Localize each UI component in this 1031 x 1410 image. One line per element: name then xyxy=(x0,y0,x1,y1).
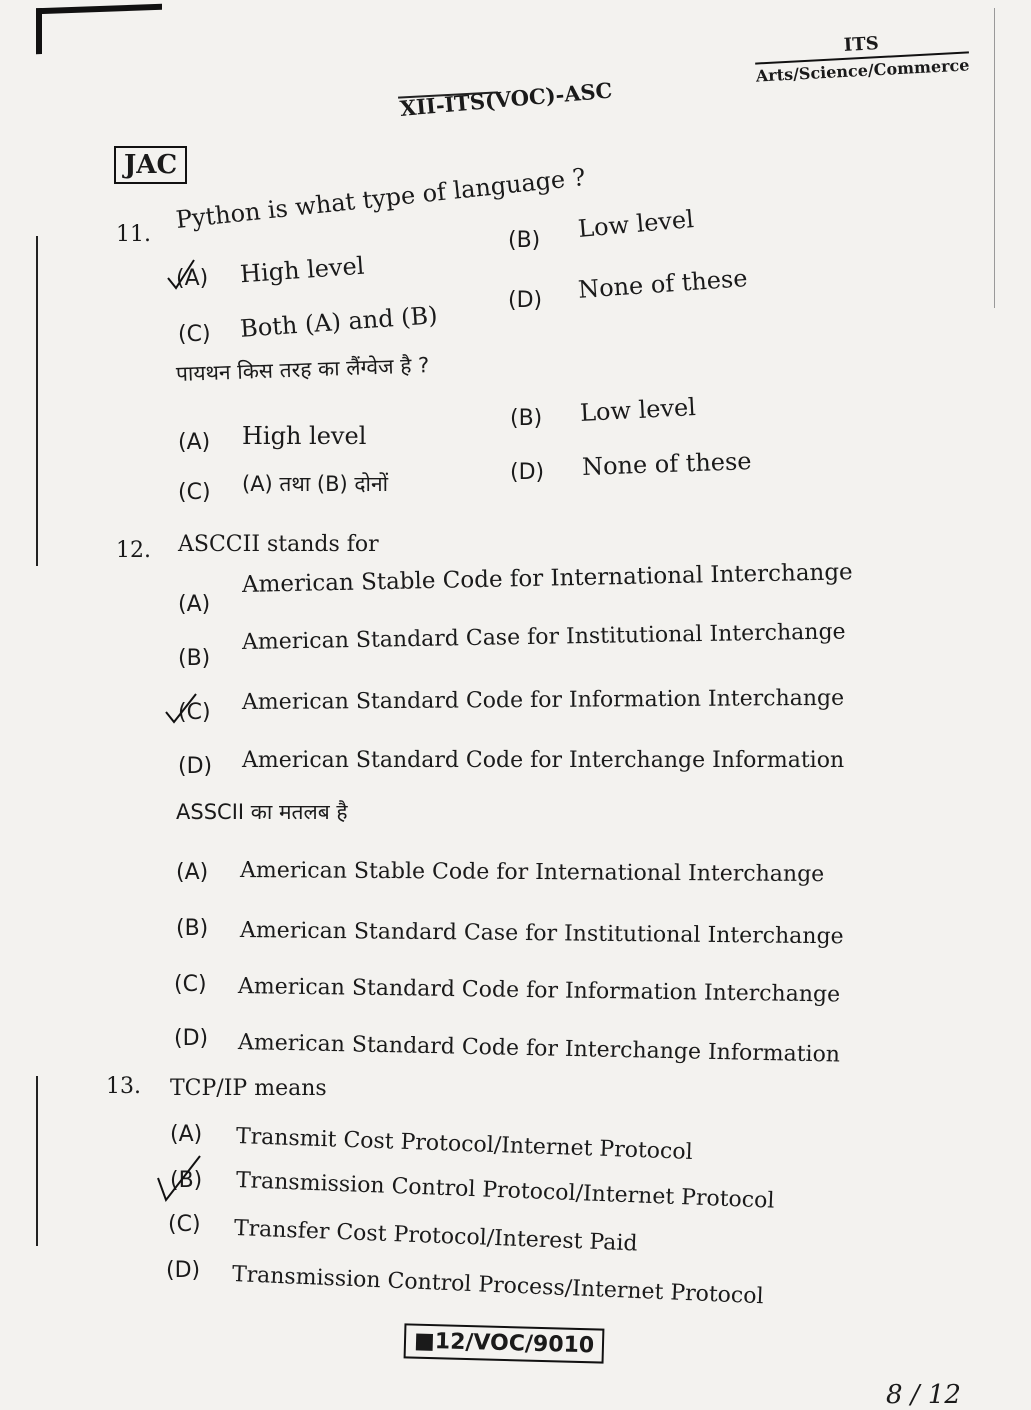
q11-hi-option-d-label: (D) xyxy=(510,460,545,485)
q12-en-option-a-text: American Stable Code for International Interchange xyxy=(241,559,853,598)
stream-label: Arts/Science/Commerce xyxy=(755,55,971,86)
jac-badge: JAC xyxy=(114,146,187,184)
q12-en-option-b-label: (B) xyxy=(178,646,211,671)
q11-en-option-a-label: (A) xyxy=(176,266,209,291)
q12-hi-option-a-text: American Stable Code for International Interchange xyxy=(239,858,825,888)
q13-en-option-a-label: (A) xyxy=(170,1122,203,1147)
answer-tick-icon xyxy=(162,690,212,730)
q12-hi-option-d-text: American Standard Code for Interchange Information xyxy=(237,1030,841,1068)
q13-en-option-b-label: (B) xyxy=(170,1168,203,1193)
q12-hi-option-c-text: American Standard Code for Information Interchange xyxy=(237,974,841,1008)
q11-hi-option-c-label: (C) xyxy=(178,480,211,505)
q11-hi-option-a-label: (A) xyxy=(178,430,211,455)
margin-line xyxy=(36,1076,38,1246)
q11-en-option-d-label: (D) xyxy=(508,288,543,313)
q11-hi-option-d-text: None of these xyxy=(581,447,752,481)
q12-hi-option-d-label: (D) xyxy=(174,1026,209,1051)
q12-en-option-c-label: (C) xyxy=(178,700,211,725)
q11-en-option-b-text: Low level xyxy=(577,205,695,243)
margin-line-right xyxy=(994,8,995,308)
footer-code: ■12/VOC/9010 xyxy=(404,1323,605,1363)
its-label: ITS xyxy=(843,33,880,56)
q12-en-option-c-text: American Standard Code for Information Interchange xyxy=(241,685,845,715)
q13-question-en: TCP/IP means xyxy=(170,1076,327,1101)
q11-hi-option-c-text: (A) तथा (B) दोनों xyxy=(242,472,389,496)
q12-question-hi: ASSCII का मतलब है xyxy=(176,800,348,824)
q12-hi-option-c-label: (C) xyxy=(174,972,207,997)
q11-en-option-c-label: (C) xyxy=(178,322,211,347)
answer-tick-icon xyxy=(150,1152,210,1208)
q13-en-option-a-text: Transmit Cost Protocol/Internet Protocol xyxy=(235,1124,694,1165)
q11-hi-option-b-label: (B) xyxy=(510,406,543,431)
answer-tick-icon xyxy=(164,256,214,296)
q12-en-option-a-label: (A) xyxy=(178,592,211,617)
q12-en-option-d-label: (D) xyxy=(178,754,213,779)
margin-line xyxy=(36,236,38,566)
q11-en-option-a-text: High level xyxy=(239,251,366,289)
q11-en-option-c-text: Both (A) and (B) xyxy=(239,301,439,343)
q13-en-option-d-text: Transmission Control Process/Internet Protocol xyxy=(231,1262,765,1310)
q11-hi-option-b-text: Low level xyxy=(579,392,697,428)
page-number: 8 / 12 xyxy=(886,1380,961,1410)
q11-question-hi: पायथन किस तरह का लैंग्वेज है ? xyxy=(175,353,430,386)
corner-mark xyxy=(36,4,162,54)
q12-hi-option-b-text: American Standard Case for Institutional Interchange xyxy=(239,918,844,950)
q12-question-en: ASCCII stands for xyxy=(178,532,379,557)
paper-code: XII-ITS(VOC)-ASC xyxy=(398,77,614,121)
q13-en-option-c-text: Transfer Cost Protocol/Interest Paid xyxy=(233,1216,638,1257)
q12-en-option-d-text: American Standard Code for Interchange Information xyxy=(242,748,845,773)
q11-en-option-b-label: (B) xyxy=(508,228,541,253)
q12-number: 12. xyxy=(116,538,151,563)
q11-number: 11. xyxy=(116,222,151,247)
q13-number: 13. xyxy=(106,1074,141,1099)
q12-hi-option-a-label: (A) xyxy=(176,860,209,885)
q11-hi-option-a-text: High level xyxy=(242,422,367,450)
q12-en-option-b-text: American Standard Case for Institutional Interchange xyxy=(241,619,846,655)
q12-hi-option-b-label: (B) xyxy=(176,916,209,941)
q11-question-en: Python is what type of language ? xyxy=(174,163,587,234)
q13-en-option-c-label: (C) xyxy=(168,1212,201,1237)
q11-en-option-d-text: None of these xyxy=(577,264,749,304)
q13-en-option-d-label: (D) xyxy=(166,1258,201,1283)
q13-en-option-b-text: Transmission Control Protocol/Internet Protocol xyxy=(235,1168,775,1214)
its-header xyxy=(754,28,970,85)
